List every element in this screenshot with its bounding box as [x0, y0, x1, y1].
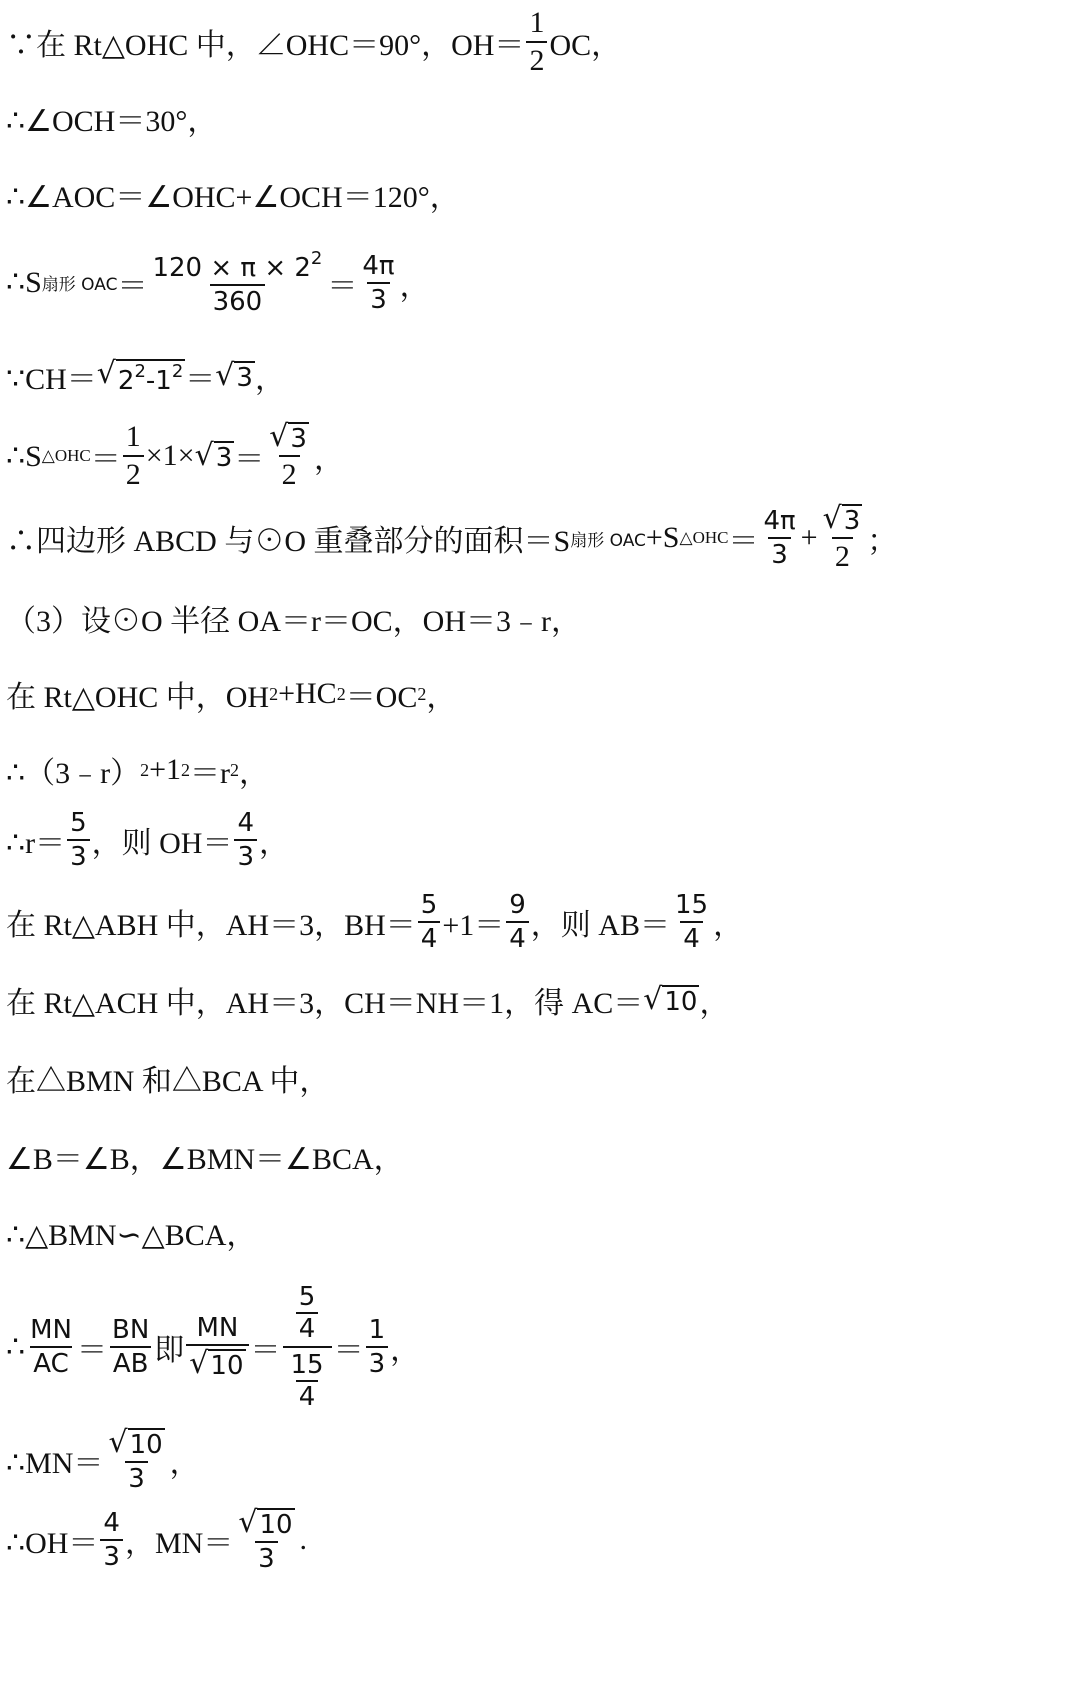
denominator: 3 [234, 839, 257, 870]
text-segment: ∴△BMN∽△BCA， [6, 1219, 257, 1252]
text-segment: ＝OC [345, 681, 418, 714]
exponent: 2 [269, 683, 279, 704]
text-segment: . [299, 1523, 308, 1556]
fraction [266, 419, 312, 491]
numerator [820, 501, 866, 537]
text-segment: （3）设⊙O 半径 OA＝r＝OC，OH＝3﹣r， [6, 605, 581, 638]
line-3 [6, 172, 460, 216]
fraction [760, 508, 798, 568]
line-5 [6, 354, 285, 398]
radicand: 10 [210, 1351, 244, 1381]
fraction [186, 1315, 248, 1379]
square-root [96, 355, 186, 396]
denominator: 4 [506, 921, 529, 952]
line-17 [6, 1280, 420, 1414]
text-segment: 即 [154, 1333, 185, 1368]
numerator: 4 [237, 808, 255, 838]
denominator: 3 [100, 1539, 123, 1570]
nested-fraction [283, 1280, 332, 1414]
fraction [149, 250, 325, 315]
fraction [296, 1282, 319, 1344]
numerator: MN [30, 1315, 72, 1345]
text-segment: ∴OH＝ [6, 1527, 99, 1560]
text-segment: ＝ [728, 525, 759, 558]
numerator [149, 250, 325, 284]
subscript: 扇形 OAC [570, 530, 646, 551]
numerator: BN [111, 1315, 150, 1345]
denominator: 4 [296, 1380, 319, 1412]
square-root [194, 438, 235, 473]
text-segment: ∴ [6, 1330, 26, 1364]
line-14 [6, 1056, 329, 1100]
denominator: 2 [832, 537, 853, 572]
fraction [234, 810, 257, 870]
fraction [820, 501, 866, 573]
numerator: 9 [509, 890, 526, 920]
denominator: AC [30, 1346, 71, 1377]
line-11 [6, 810, 289, 870]
text-segment: 在△BMN 和△BCA 中， [6, 1065, 330, 1098]
numerator: 4 [103, 1508, 120, 1538]
radicand: 3 [236, 363, 253, 393]
subscript: △OHC [679, 528, 729, 547]
fraction [105, 1425, 167, 1494]
exponent: 2 [140, 759, 150, 780]
fraction [672, 892, 711, 952]
exponent: 2 [181, 759, 190, 780]
numerator [291, 1280, 324, 1346]
radicand: 3 [843, 506, 861, 536]
text-segment: ∴S [6, 439, 42, 473]
numerator [105, 1425, 167, 1461]
text-segment: ∴MN＝ [6, 1447, 104, 1480]
text-segment: +1＝ [442, 909, 505, 942]
text-segment: +HC [278, 677, 337, 710]
line-10 [6, 748, 269, 792]
text-segment: 在 Rt△ACH 中，AH＝3，CH＝NH＝1，得 AC＝ [6, 987, 644, 1020]
denominator [186, 1344, 248, 1379]
text-segment: ∴S [6, 266, 42, 299]
numerator [235, 1505, 297, 1541]
text-segment: ＝ [76, 1334, 107, 1367]
text-segment: ＝ [90, 443, 121, 476]
text-segment: ＝ [185, 363, 216, 396]
text-segment: ＝ [333, 1334, 364, 1367]
text-segment: ， [699, 987, 730, 1020]
line-15 [6, 1134, 404, 1178]
numerator-text: 120 × π × 2 [152, 253, 311, 283]
line-7 [6, 501, 898, 573]
radical-sign: √ [189, 1346, 209, 1381]
square-root [215, 358, 255, 393]
text-segment: ＝ [250, 1334, 281, 1367]
denominator: 3 [768, 537, 791, 568]
line-13 [6, 978, 729, 1022]
text-segment: ∴r＝ [6, 827, 66, 860]
text-segment: ∵CH＝ [6, 363, 97, 396]
radical-sign: √ [238, 1505, 258, 1540]
text-segment: ∠B＝∠B，∠BMN＝∠BCA， [6, 1143, 404, 1176]
subscript: 扇形 OAC [41, 275, 118, 295]
denominator: 4 [418, 921, 441, 952]
fraction [67, 810, 90, 870]
fraction [359, 250, 397, 315]
denominator: 2 [526, 41, 547, 76]
numerator: 1 [368, 1315, 386, 1345]
line-9 [6, 672, 456, 716]
text-segment: OC， [549, 29, 622, 62]
numerator: 5 [70, 808, 87, 838]
line-16 [6, 1210, 256, 1254]
fraction [100, 1510, 123, 1570]
denominator: 2 [279, 455, 300, 490]
text-segment: +S [645, 521, 680, 554]
text-segment: ， [390, 1334, 421, 1367]
radical-sign: √ [269, 419, 289, 454]
text-segment: ＝ [117, 269, 148, 303]
square-root [643, 982, 699, 1017]
text-segment: ，则 AB＝ [530, 909, 670, 942]
radicand [116, 359, 185, 394]
text-segment: ； [867, 525, 898, 558]
fraction [235, 1505, 297, 1574]
denominator: 3 [366, 1346, 389, 1377]
numerator: 15 [674, 890, 709, 920]
text-segment: ， [313, 443, 344, 476]
numerator: 1 [125, 420, 141, 453]
text-segment: ∴四边形 ABCD 与⊙O 重叠部分的面积＝S [6, 525, 571, 558]
text-segment: ∴∠AOC＝∠OHC+∠OCH＝120°， [6, 181, 460, 214]
text-segment: ＝ [234, 443, 265, 476]
line-2 [6, 96, 217, 140]
fraction [123, 422, 144, 490]
denominator: 4 [680, 921, 703, 952]
exponent: 2 [171, 360, 184, 382]
exponent: 2 [417, 683, 427, 704]
radical-sign: √ [194, 438, 214, 473]
radical-sign: √ [108, 1425, 128, 1460]
line-8 [6, 596, 581, 640]
denominator: AB [110, 1346, 152, 1377]
text-segment: +1 [149, 753, 181, 786]
denominator: 3 [367, 282, 390, 313]
radicand: 3 [290, 424, 307, 454]
radicand-text: -1 [145, 365, 172, 396]
text-segment: ， [259, 827, 290, 860]
exponent: 2 [336, 683, 346, 704]
text-segment: ×1× [145, 439, 195, 472]
text-segment: ∴（3﹣r） [6, 757, 141, 790]
radical-sign: √ [643, 982, 663, 1017]
text-segment: + [800, 521, 818, 554]
fraction [506, 892, 529, 952]
denominator: 3 [67, 839, 90, 870]
numerator: 15 [290, 1350, 324, 1380]
text-segment: 在 Rt△ABH 中，AH＝3，BH＝ [6, 909, 416, 942]
text-segment: ＝ [327, 269, 358, 303]
text-segment: ＝r [190, 757, 230, 790]
radical-sign: √ [215, 358, 235, 393]
line-6 [6, 419, 344, 491]
exponent: 2 [310, 248, 323, 269]
numerator: 5 [420, 890, 438, 920]
fraction [288, 1350, 327, 1412]
fraction [27, 1317, 75, 1377]
line-4 [6, 250, 430, 315]
denominator: 360 [210, 284, 266, 315]
radicand-text: 2 [117, 365, 135, 396]
line-19 [6, 1505, 308, 1574]
text-segment: 在 Rt△OHC 中，OH [6, 681, 270, 714]
line-18 [6, 1425, 200, 1494]
text-segment: ，MN＝ [124, 1527, 234, 1560]
fraction [526, 8, 547, 76]
numerator: MN [196, 1313, 239, 1343]
text-segment: ， [399, 269, 430, 303]
text-segment: ， [713, 909, 744, 942]
radicand: 10 [129, 1430, 163, 1460]
radical-sign: √ [96, 355, 116, 391]
numerator: 5 [298, 1282, 316, 1312]
text-segment: ， [239, 757, 269, 790]
text-segment: ， [254, 363, 285, 396]
subscript: △OHC [41, 446, 91, 465]
fraction [418, 892, 441, 952]
line-12 [6, 892, 743, 952]
text-segment: ， [426, 681, 457, 714]
denominator [283, 1346, 332, 1414]
denominator: 3 [125, 1461, 148, 1492]
fraction [366, 1317, 389, 1377]
numerator: 1 [529, 6, 545, 39]
denominator: 2 [123, 455, 144, 490]
numerator [266, 419, 312, 455]
numerator: 4π [362, 250, 395, 281]
denominator: 3 [255, 1541, 278, 1572]
radical-sign: √ [822, 501, 842, 536]
text-segment: ∵在 Rt△OHC 中，∠OHC＝90°，OH＝ [6, 29, 525, 62]
fraction [109, 1317, 152, 1377]
text-segment: ，则 OH＝ [91, 827, 233, 860]
exponent: 2 [134, 360, 146, 382]
radicand: 10 [664, 987, 698, 1017]
radicand: 10 [259, 1510, 293, 1540]
text-segment: ∴∠OCH＝30°， [6, 105, 218, 138]
text-segment: ， [169, 1447, 200, 1480]
exponent: 2 [230, 759, 239, 780]
numerator: 4π [763, 506, 796, 536]
denominator: 4 [296, 1312, 319, 1344]
radicand: 3 [215, 443, 233, 473]
line-1 [6, 8, 621, 76]
